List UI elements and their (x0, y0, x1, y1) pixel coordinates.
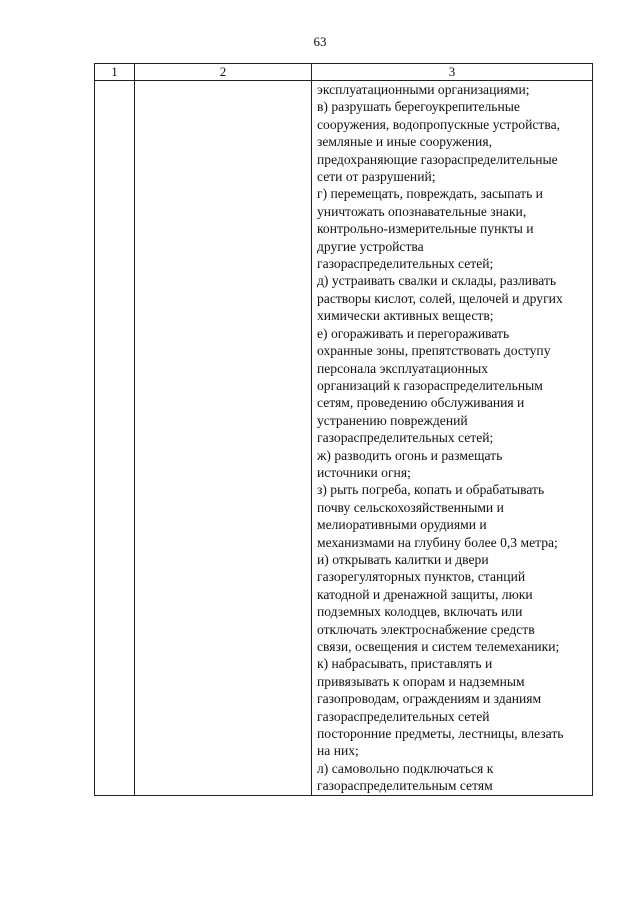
text-line: устранению повреждений (317, 412, 468, 428)
column-2-cell (135, 81, 312, 796)
text-line: газораспределительных сетей (317, 708, 490, 724)
text-line: земляные и иные сооружения, (317, 134, 492, 150)
text-line: персонала эксплуатационных (317, 360, 489, 376)
text-line: охранные зоны, препятствовать доступу (317, 343, 551, 359)
text-line: газораспределительных сетей; (317, 430, 494, 446)
text-line: и) открывать калитки и двери (317, 551, 489, 567)
column-header-3: 3 (312, 64, 593, 81)
column-3-cell (312, 81, 593, 796)
text-line: сооружения, водопропускные устройства, (317, 116, 561, 132)
text-line: газорегуляторных пунктов, станций (317, 569, 526, 585)
text-line: эксплуатационными организациями; (317, 82, 530, 97)
text-line: газопроводам, ограждениям и зданиям (317, 691, 542, 707)
text-line: сетям, проведению обслуживания и (317, 395, 525, 411)
text-line: механизмами на глубину более 0,3 метра; (317, 534, 558, 550)
table-header-row (95, 64, 593, 81)
text-line: на них; (317, 743, 359, 759)
text-line: подземных колодцев, включать или (317, 604, 523, 620)
text-line: уничтожать опознавательные знаки, (317, 203, 527, 219)
text-line: отключать электроснабжение средств (317, 621, 535, 637)
text-line: сети от разрушений; (317, 169, 436, 185)
column-header-2: 2 (135, 64, 312, 81)
text-line: источники огня; (317, 464, 411, 480)
table-row (95, 81, 593, 796)
text-line: предохраняющие газораспределительные (317, 151, 558, 167)
text-line: почву сельскохозяйственными и (317, 499, 504, 515)
text-line: д) устраивать свалки и склады, разливать (317, 273, 557, 289)
page-number: 63 (313, 34, 327, 49)
column-header-1: 1 (95, 64, 135, 81)
document-table (94, 63, 593, 796)
text-line: мелиоративными орудиями и (317, 517, 487, 533)
text-line: з) рыть погреба, копать и обрабатывать (317, 482, 545, 498)
text-line: посторонние предметы, лестницы, влезать (317, 726, 564, 742)
text-line: другие устройства (317, 238, 424, 254)
text-line: г) перемещать, повреждать, засыпать и (317, 186, 543, 202)
text-line: газораспределительным сетям (317, 778, 493, 794)
text-line: газораспределительных сетей; (317, 256, 494, 272)
text-line: связи, освещения и систем телемеханики; (317, 639, 560, 654)
text-line: е) огораживать и перегораживать (317, 325, 510, 341)
text-line: химически активных веществ; (317, 308, 494, 324)
text-line: катодной и дренажной защиты, люки (317, 586, 533, 602)
column-1-cell (95, 81, 135, 796)
text-line: л) самовольно подключаться к (317, 760, 494, 776)
text-line: к) набрасывать, приставлять и (317, 656, 493, 672)
text-line: контрольно-измерительные пункты и (317, 221, 534, 237)
text-line: организаций к газораспределительным (317, 377, 543, 393)
text-line: растворы кислот, солей, щелочей и других (317, 290, 563, 306)
text-line: ж) разводить огонь и размещать (317, 447, 503, 463)
text-line: в) разрушать берегоукрепительные (317, 99, 520, 115)
text-line: привязывать к опорам и надземным (317, 673, 525, 689)
